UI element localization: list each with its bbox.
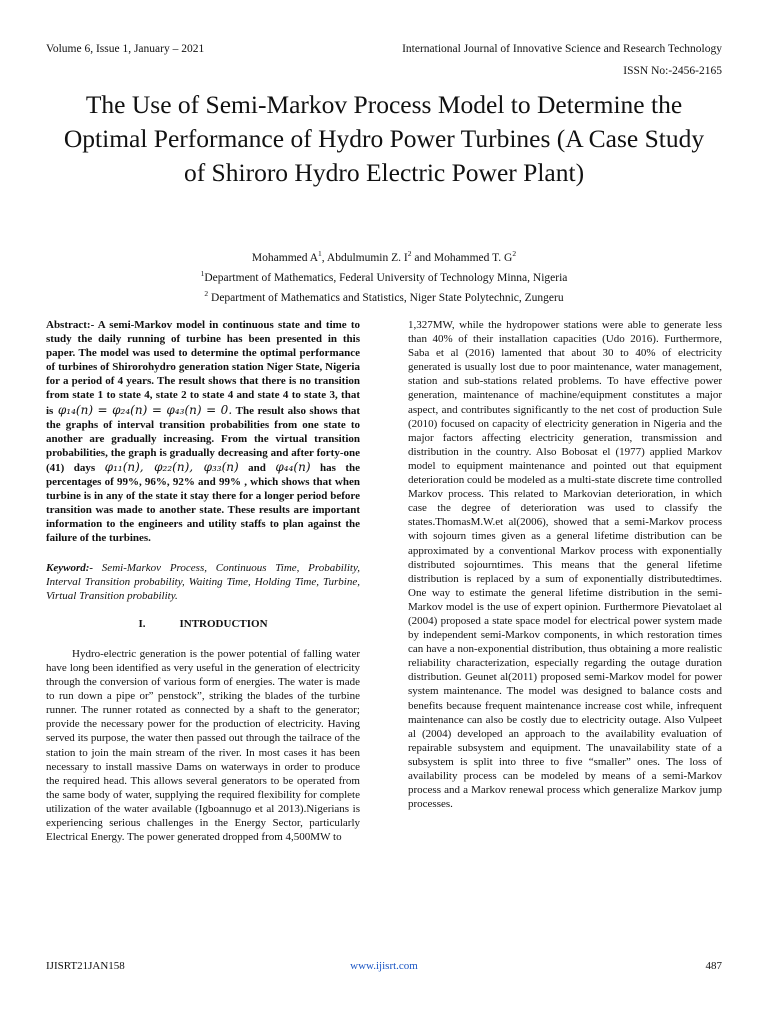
author-2: , Abdulmumin Z. I xyxy=(321,251,408,264)
author-2-sup: 2 xyxy=(407,249,412,258)
journal-url-link[interactable]: www.ijisrt.com xyxy=(350,960,418,972)
affiliation-1 xyxy=(0,266,768,286)
abstract xyxy=(46,318,360,546)
keywords-label: Keyword:- xyxy=(46,561,94,574)
paper-code: IJISRT21JAN158 xyxy=(46,960,125,972)
author-1-sup: 1 xyxy=(318,249,322,258)
author-3: and Mohammed T. G xyxy=(411,251,513,264)
abstract-and: and xyxy=(238,461,276,474)
author-1: Mohammed A xyxy=(251,251,319,264)
keywords xyxy=(46,561,360,603)
page-number: 487 xyxy=(705,960,722,972)
affiliation-2-sup: 2 xyxy=(204,288,209,298)
journal-name: International Journal of Innovative Science and Research Technology xyxy=(402,43,722,55)
affiliation-2 xyxy=(0,286,768,306)
abstract-text-1: Abstract:- A semi-Markov model in continuous state and time to study the daily running of turbine has been presented in this paper. The model was used to determine the optimal performance of turbines of Shirorohydro generation station Niger State, Nigeria for a period of 4 years. The result shows that there is no transition from state 1 to state 4, state 2 to state 4 and state 4 to state 3, that is xyxy=(46,319,360,417)
introduction-body-left xyxy=(46,647,360,844)
section-number: I. xyxy=(138,617,146,630)
author-3-sup: 2 xyxy=(512,249,517,258)
abstract-text-3: has the percentages of 99%, 96%, 92% and 99% , which shows that when turbine is in any of the state it stay there for a longer period before transition was made to another state. These results are important information to the engineers and utility staffs to plan against the failure of the turbines. xyxy=(46,461,361,545)
keywords-text: Semi-Markov Process, Continuous Time, Probability, Interval Transition probability, Waiting Time, Holding Time, Turbine, Virtual Transition probability. xyxy=(46,561,360,602)
affiliation-1-text: Department of Mathematics, Federal University of Technology Minna, Nigeria xyxy=(204,271,568,284)
abstract-equation-1: φ₁₄(n) = φ₂₄(n) = φ₄₃(n) = 0. xyxy=(53,402,233,417)
author-block xyxy=(0,246,768,305)
abstract-equation-2: φ₁₁(n), φ₂₂(n), φ₃₃(n) xyxy=(104,459,239,474)
left-column xyxy=(46,318,360,844)
affiliation-1-sup: 1 xyxy=(200,268,205,278)
volume-issue: Volume 6, Issue 1, January – 2021 xyxy=(46,43,205,55)
issn: ISSN No:-2456-2165 xyxy=(623,65,722,77)
intro-paragraph-continued: 1,327MW, while the hydropower stations were able to generate less than 40% of their installation capacities (Udo 2016). Furthermore, Saba et al (2016) lamented that about 30 to 40% of electricity generated is usually lost due to poor maintenance, water management, station and sub-stations related problems. To have effective power generation, maintenance of machine/equipment constitutes a major aspect, and contributes significantly to the net cost of production Sule (2010) focused on capacity of electricity generation in Nigeria and the major factors affecting electricity generation, transmission and distribution in the country. Also Bobosat el (1977) applied Markov model to equipment maintenance and pointed out that equipment deterioration could be modeled as a multi-state discrete time controlled Markov process. This related to Markovian deterioration, in which case the degree of deterioration was used to classify the states.ThomasM.W.et al(2006), showed that a semi-Markov process with sojourn times given as a general lifetime distribution can be approximated by a conventional Markov process with exponentially distributed sojourntimes. This means that the general lifetime distribution is replaced by a sum of exponentially distributedtimes. One way to estimate the general lifetime distribution in the semi-Markov model is the use of expert opinion. Furthermore Pievatolaet al (2004) proposed a state space model for electrical power system made by independent semi-Markov components, in which restoration times can have a non-exponential distribution, thus obtaining a more realistic reliability characterization, especially regarding the outage duration distribution. Geunet al(2011) proposed semi-Markov model for power system maintenance. The model was designed to balance costs and benefits because frequent maintenance increase cost while, infrequent maintenance can also be costly due to electricity outage. Also Vulpeet al (2004) developed an approach to the availability evaluation of repairable subsystem and equipment. The unavailability state of a subsystem is split into three to five “smaller” ones. The loss of availability process can be modeled by means of a semi-Markov process and a Markov renewal process which generalize Markov jump processes. xyxy=(408,319,722,811)
paper-title: The Use of Semi-Markov Process Model to Determine the Optimal Performance of Hydro Power Turbines (A Case Study of Shiroro Hydro Electric Power Plant) xyxy=(63,90,705,187)
abstract-equation-3: φ₄₄(n) xyxy=(275,459,311,474)
abstract-text-2: The result also shows that the graphs of interval transition probabilities from one state to another are gradually increasing. From the virtual transition probabilities, the graph is gradually decreasing and after forty-one (41) days xyxy=(46,404,360,474)
section-title: INTRODUCTION xyxy=(179,617,268,630)
section-heading xyxy=(46,617,360,631)
right-column xyxy=(408,318,722,811)
intro-paragraph: Hydro-electric generation is the power potential of falling water have long been identified as very useful in the generation of electricity through the conversion of various form of energies. The water is made to run down a pipe or” penstock”, striking the blades of the turbine runner. The runner rotated as connected by a shaft to the generator; provide the necessary power for the production of electricity. Having served its purpose, the water then passed out through the tailrace of the station to join the main stream of the river. In most cases it has been necessary to install massive Dams on waterways in order to produce the required head. This allows several generators to be operated from the same body of water, supplying the required flexibility for complete utilization of the water available (Igboannugo et al 2013).Nigerians is experiencing serious challenges in the Energy Sector, particularly Electrical Energy. The power generated dropped from 4,500MW to xyxy=(46,647,360,844)
affiliation-2-text: Department of Mathematics and Statistics, Niger State Polytechnic, Zungeru xyxy=(208,291,564,304)
author-names xyxy=(0,246,768,266)
